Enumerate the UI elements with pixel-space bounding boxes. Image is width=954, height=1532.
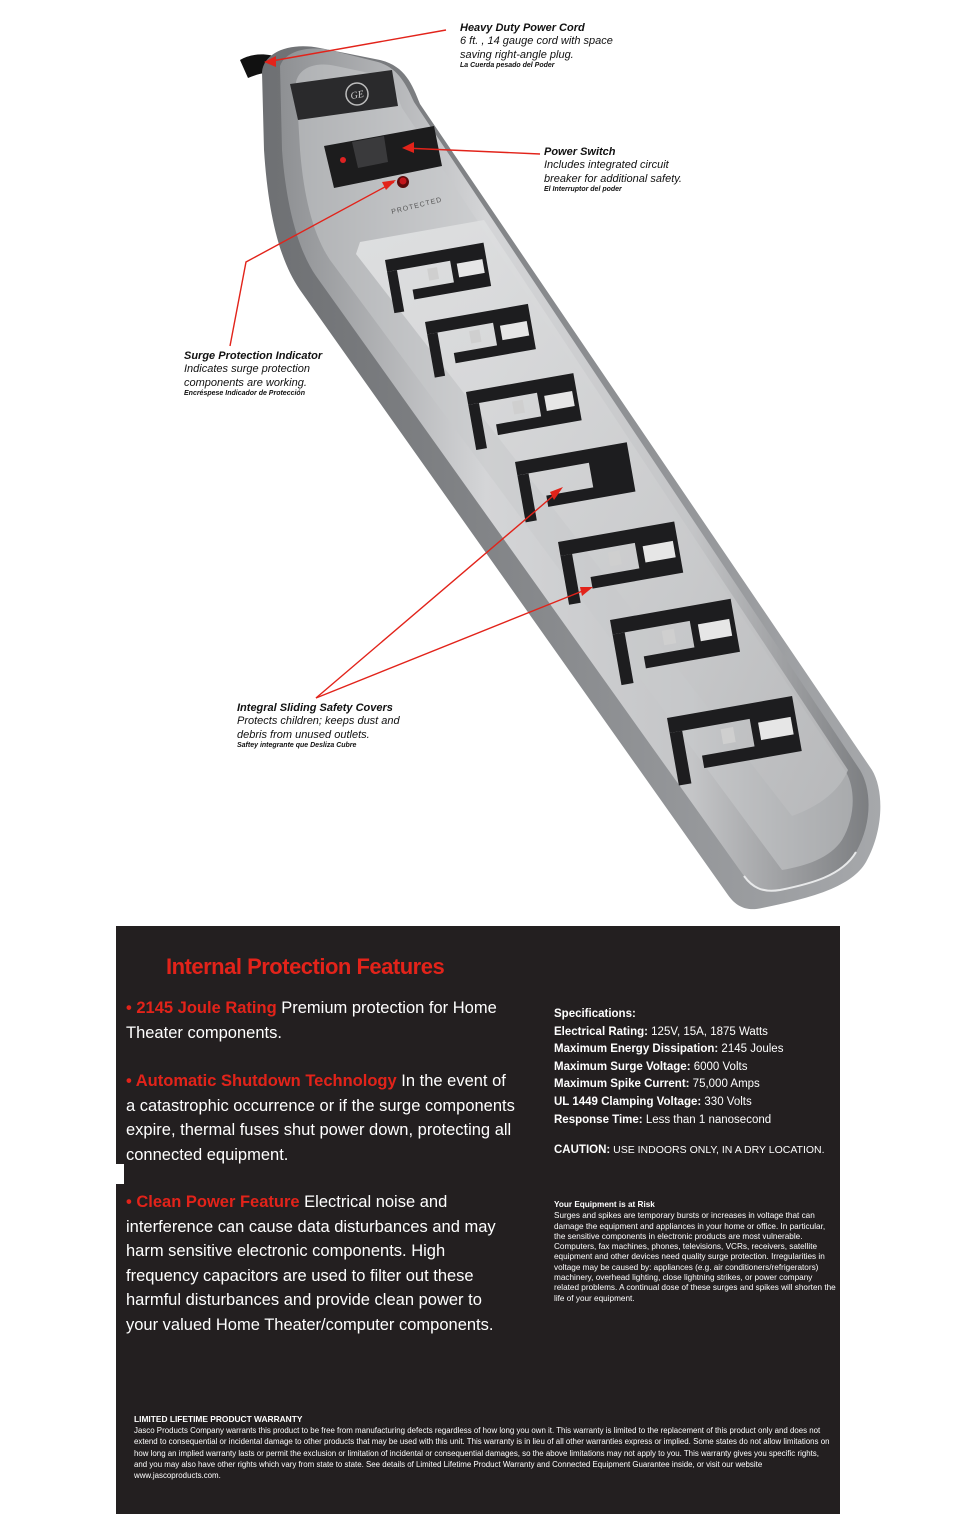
risk-title: Your Equipment is at Risk [554,1200,655,1209]
feature-lead: • Clean Power Feature [126,1193,300,1211]
callout-spanish: Saftey integrante que Desliza Cubre [237,742,357,750]
spec-row [554,1112,844,1130]
callout-desc-line: saving right-angle plug. [460,48,574,61]
equipment-risk-note [554,1200,836,1304]
spec-value: 6000 Volts [690,1060,748,1073]
callout-title: Integral Sliding Safety Covers [237,702,393,714]
protected-label: PROTECTED [390,196,444,216]
spec-value: 125V, 15A, 1875 Watts [647,1025,768,1038]
spec-value: Less than 1 nanosecond [642,1113,772,1126]
specs-heading: Specifications: [554,1008,636,1020]
callout-desc-line: debris from unused outlets. [237,728,370,741]
spec-label: Response Time: [554,1113,643,1126]
callout-safety-covers [237,702,400,751]
risk-text: Surges and spikes are temporary bursts or increases in voltage that can damage the equipment and appliances in your home or office. In particular, the sensitive components in electronic products are most vulnerable. Computers, fax machines, phones, televisions, VCRs, receivers, satellite equipment and other devices need quality surge protection. Irregularities in voltage may be caused by: appliances (e.g. air conditioners/refrigerators) machinery, overhead lighting, close lightning strikes, or power company related problems. A continual dose of these surges and spikes will shorten the life of your equipment. [554,1211,836,1303]
feature-lead: • Automatic Shutdown Technology [126,1072,397,1090]
callout-spanish: El Interruptor del poder [544,186,622,194]
spec-label: Maximum Surge Voltage: [554,1060,691,1073]
spec-row [554,1059,844,1077]
callout-desc-line: Includes integrated circuit [544,159,669,172]
feature-clean-power [126,1190,516,1337]
callout-desc-line: 6 ft. , 14 gauge cord with space [460,35,613,48]
spec-row [554,1076,844,1094]
specifications [554,1006,844,1129]
panel-notch [116,1164,124,1184]
callout-desc-line: Indicates surge protection [184,363,310,376]
caution-notice [554,1144,844,1156]
leader-covers-2 [316,588,590,698]
feature-text: Electrical noise and interference can cause data disturbances and may harm sensitive electronic components. High frequency capacitors are used to filter out these harmful disturbances and provide clean power to your valued Home Theater/computer components. [126,1193,496,1334]
ge-logo-text: GE [349,88,365,103]
feature-joule-rating [126,996,516,1045]
callout-desc-line: components are working. [184,376,307,389]
callout-surge-indicator [184,350,322,399]
callout-title: Heavy Duty Power Cord [460,22,585,34]
callout-power-cord [460,22,613,71]
spec-value: 2145 Joules [718,1043,784,1056]
callout-desc-line: breaker for additional safety. [544,172,682,185]
spec-label: Maximum Energy Dissipation: [554,1043,719,1056]
spec-value: 75,000 Amps [689,1078,760,1091]
callout-spanish: La Cuerda pesado del Poder [460,62,555,70]
warranty-text: Jasco Products Company warrants this product to be free from manufacturing defects regardless of how long you own it. This warranty is limited to the replacement of this product only and does not extend to consequential or incidental damage to other products that may be used with this unit. This warranty is in lieu of all other warranties express or implied. Some states do not allow limitations on how long an implied warranty lasts or permit the exclusion or limitation of incidental or consequential damages, so the above limitations may not apply to you. This warranty gives you specific rights, and you may also have other rights which vary from state to state. See details of Limited Lifetime Product Warranty and Connected Equipment Guarantee inside, or visit our website www.jascoproducts.com. [134,1426,830,1481]
callout-title: Power Switch [544,146,616,158]
warranty-title: LIMITED LIFETIME PRODUCT WARRANTY [134,1414,303,1424]
caution-text: USE INDOORS ONLY, IN A DRY LOCATION. [610,1144,825,1156]
spec-value: 330 Volts [701,1095,752,1108]
callout-desc-line: Protects children; keeps dust and [237,715,400,728]
spec-label: UL 1449 Clamping Voltage: [554,1095,702,1108]
features-panel [116,926,840,1514]
feature-text: Premium protection for Home Theater components. [126,999,497,1042]
spec-row [554,1024,844,1042]
spec-label: Electrical Rating: [554,1025,648,1038]
feature-auto-shutdown [126,1069,516,1167]
spec-row [554,1094,844,1112]
callout-spanish: Encréspese Indicador de Protección [184,390,305,398]
features-heading: Internal Protection Features [166,954,445,979]
spec-row [554,1041,844,1059]
callout-power-switch [544,146,682,195]
spec-label: Maximum Spike Current: [554,1078,690,1091]
feature-lead: • 2145 Joule Rating [126,999,277,1017]
warranty-section [134,1414,830,1481]
caution-label: CAUTION: [554,1144,611,1156]
feature-text: In the event of a catastrophic occurrence or if the surge components expire, thermal fuses shut power down, protecting all connected equipment. [126,1072,515,1164]
callout-title: Surge Protection Indicator [184,350,323,362]
